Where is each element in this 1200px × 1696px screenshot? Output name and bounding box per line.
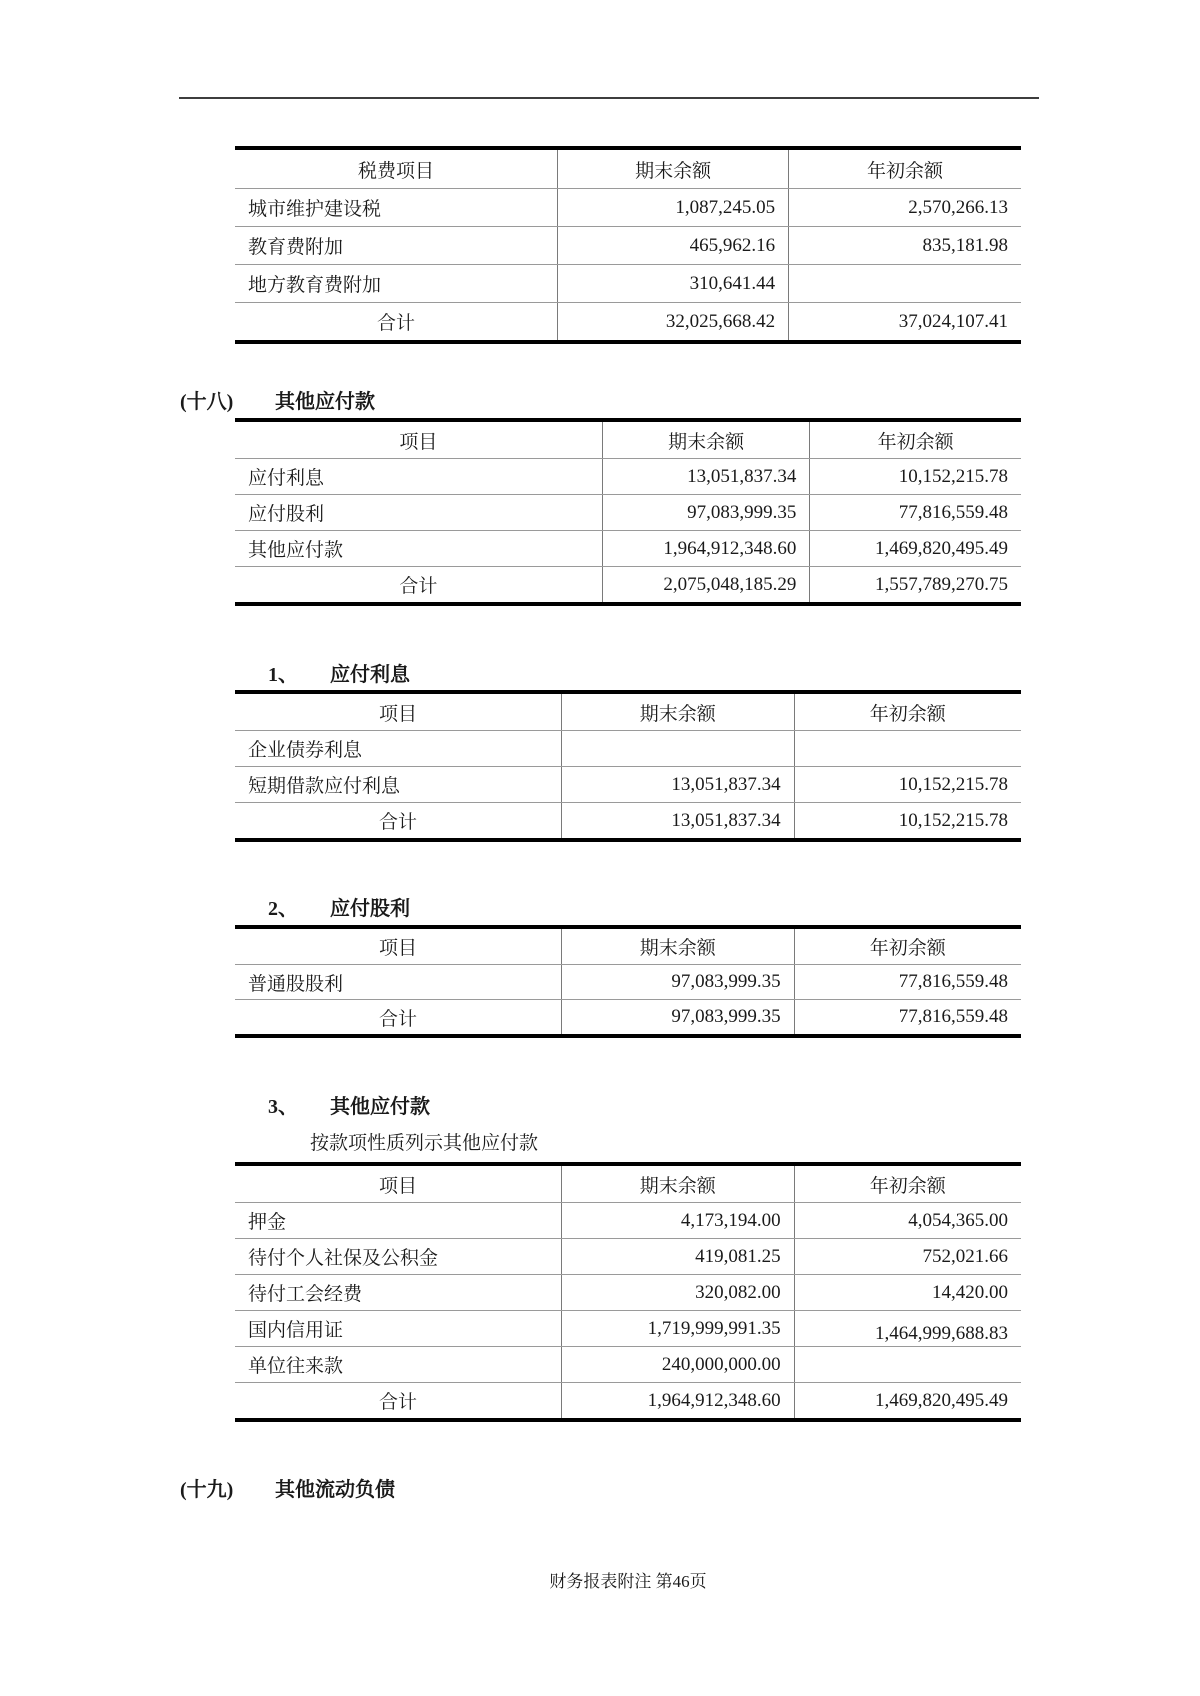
column-header-ending-balance: 期末余额 [562,929,795,964]
total-label-cell: 合计 [235,1000,562,1034]
page-header-rule [179,97,1039,99]
ending-balance-cell: 310,641.44 [558,265,789,302]
total-ending-balance-cell: 1,964,912,348.60 [562,1383,795,1418]
section-number: (十八) [180,391,234,413]
ending-balance-cell: 1,719,999,991.35 [562,1311,795,1346]
item-cell: 教育费附加 [235,227,558,264]
subsection-title: 其他应付款 [330,1096,430,1118]
ending-balance-cell: 465,962.16 [558,227,789,264]
subsection-subtitle: 按款项性质列示其他应付款 [310,1133,539,1154]
tax-surcharges-table [235,146,1021,344]
column-header-beginning-balance: 年初余额 [869,1175,946,1197]
item-cell: 应付股利 [235,495,603,530]
ending-balance-cell: 4,173,194.00 [562,1203,795,1238]
column-header-beginning-balance: 年初余额 [877,431,954,453]
subsection-heading-3 [268,1094,430,1120]
ending-balance-cell: 97,083,999.35 [562,965,795,999]
total-label-cell: 合计 [235,1383,562,1418]
table-total-row [235,802,1021,838]
beginning-balance-cell: 77,816,559.48 [898,501,1008,523]
column-header-ending-balance: 期末余额 [562,694,795,730]
table-header-row [235,929,1021,964]
table-total-row [235,1382,1021,1418]
column-header-ending-balance: 期末余额 [562,1166,795,1202]
subsection-heading-2 [268,896,410,922]
item-cell: 其他应付款 [235,531,603,566]
table-total-row [235,302,1021,340]
column-header-item: 项目 [235,422,603,458]
beginning-balance-cell [795,1347,1021,1382]
item-cell: 待付工会经费 [235,1275,562,1310]
table-row [235,1310,1021,1346]
ending-balance-cell: 1,964,912,348.60 [603,531,811,566]
beginning-balance-cell [789,265,1021,302]
column-header-item: 税费项目 [235,150,558,188]
table-row [235,730,1021,766]
beginning-balance-cell: 77,816,559.48 [898,971,1008,992]
beginning-balance-cell: 14,420.00 [931,1281,1008,1303]
ending-balance-cell: 13,051,837.34 [562,767,795,802]
ending-balance-cell: 320,082.00 [562,1275,795,1310]
total-beginning-balance-cell: 1,557,789,270.75 [874,573,1008,595]
ending-balance-cell: 240,000,000.00 [562,1347,795,1382]
total-ending-balance-cell: 13,051,837.34 [562,803,795,838]
total-ending-balance-cell: 2,075,048,185.29 [603,567,811,602]
column-header-beginning-balance: 年初余额 [869,938,946,959]
total-beginning-balance-cell: 77,816,559.48 [898,1006,1008,1027]
beginning-balance-cell: 4,054,365.00 [908,1209,1008,1231]
total-label-cell: 合计 [235,567,603,602]
table-row [235,264,1021,302]
item-cell: 短期借款应付利息 [235,767,562,802]
item-cell: 单位往来款 [235,1347,562,1382]
subsection-number: 2、 [268,898,298,920]
page-footer: 财务报表附注 第46页 [549,1572,707,1591]
ending-balance-cell: 419,081.25 [562,1239,795,1274]
item-cell: 待付个人社保及公积金 [235,1239,562,1274]
table-row [235,226,1021,264]
section-title: 其他应付款 [275,391,375,413]
item-cell: 应付利息 [235,459,603,494]
column-header-item: 项目 [235,929,562,964]
table-row [235,1346,1021,1382]
subsection-title: 应付利息 [330,664,410,686]
beginning-balance-cell: 1,464,999,688.83 [874,1322,1008,1344]
section-title: 其他流动负债 [275,1479,395,1501]
item-cell: 企业债券利息 [235,731,562,766]
table-row [235,494,1021,530]
table-row [235,964,1021,999]
total-label-cell: 合计 [235,303,558,340]
table-header-row [235,694,1021,730]
beginning-balance-cell: 10,152,215.78 [898,773,1008,795]
subsection-number: 3、 [268,1096,298,1118]
column-header-item: 项目 [235,694,562,730]
beginning-balance-cell: 10,152,215.78 [898,465,1008,487]
table-total-row [235,566,1021,602]
beginning-balance-cell: 752,021.66 [922,1245,1008,1267]
ending-balance-cell [562,731,795,766]
dividends-payable-table [235,925,1021,1038]
subsection-number: 1、 [268,664,298,686]
table-row [235,530,1021,566]
table-row [235,1274,1021,1310]
ending-balance-cell: 97,083,999.35 [603,495,811,530]
column-header-ending-balance: 期末余额 [603,422,811,458]
table-header-row [235,1166,1021,1202]
total-beginning-balance-cell: 37,024,107.41 [898,310,1008,332]
ending-balance-cell: 1,087,245.05 [558,189,789,226]
column-header-beginning-balance: 年初余额 [869,703,946,725]
total-beginning-balance-cell: 1,469,820,495.49 [874,1389,1008,1411]
ending-balance-cell: 13,051,837.34 [603,459,811,494]
beginning-balance-cell [795,731,1021,766]
total-label-cell: 合计 [235,803,562,838]
item-cell: 押金 [235,1203,562,1238]
table-row [235,1238,1021,1274]
table-header-row [235,150,1021,188]
item-cell: 地方教育费附加 [235,265,558,302]
other-payables-by-nature-table [235,1162,1021,1422]
beginning-balance-cell: 835,181.98 [922,234,1008,256]
item-cell: 国内信用证 [235,1311,562,1346]
table-row [235,1202,1021,1238]
column-header-ending-balance: 期末余额 [558,150,789,188]
item-cell: 普通股股利 [235,965,562,999]
section-heading-19 [180,1477,395,1503]
column-header-item: 项目 [235,1166,562,1202]
item-cell: 城市维护建设税 [235,189,558,226]
subsection-heading-1 [268,662,410,688]
table-row [235,188,1021,226]
total-beginning-balance-cell: 10,152,215.78 [898,809,1008,831]
section-heading-18 [180,389,375,415]
table-total-row [235,999,1021,1034]
table-row [235,458,1021,494]
subsection-title: 应付股利 [330,898,410,920]
total-ending-balance-cell: 97,083,999.35 [562,1000,795,1034]
table-header-row [235,422,1021,458]
interest-payable-table [235,690,1021,842]
table-row [235,766,1021,802]
section-number: (十九) [180,1479,234,1501]
beginning-balance-cell: 1,469,820,495.49 [874,537,1008,559]
other-payables-table [235,418,1021,606]
column-header-beginning-balance: 年初余额 [867,160,944,182]
beginning-balance-cell: 2,570,266.13 [908,196,1008,218]
total-ending-balance-cell: 32,025,668.42 [558,303,789,340]
